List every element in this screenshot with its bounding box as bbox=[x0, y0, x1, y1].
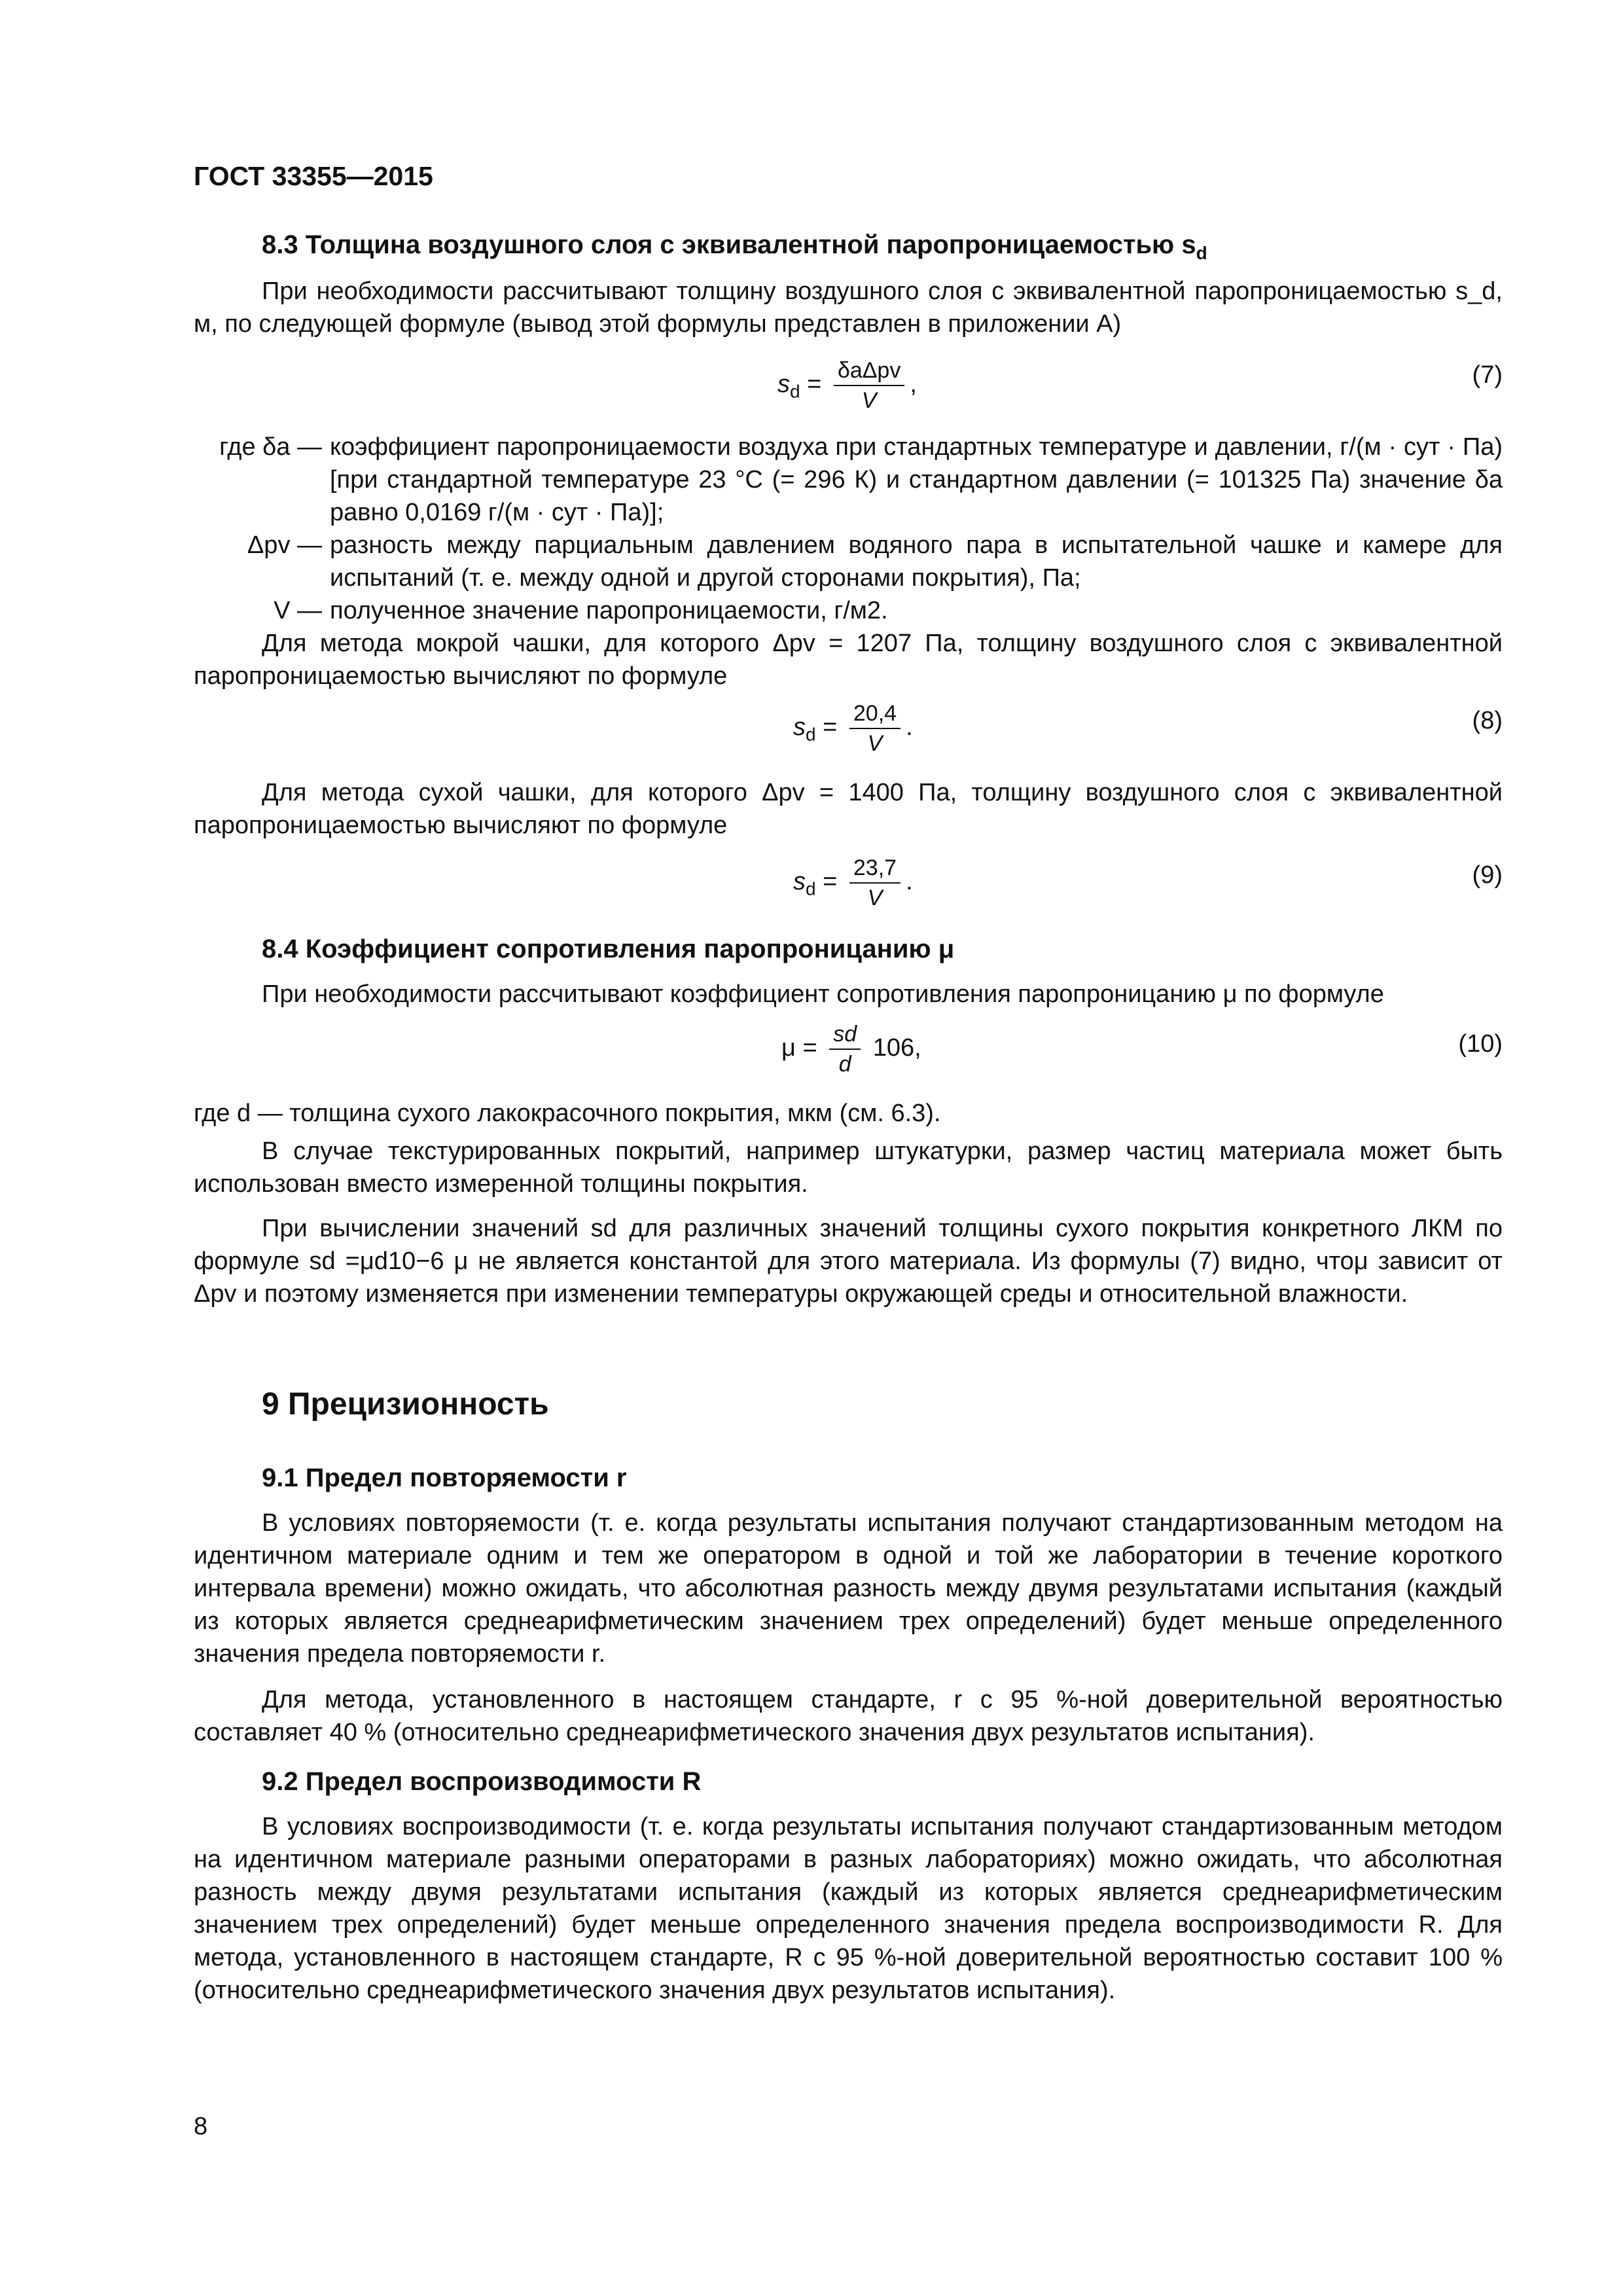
page-number: 8 bbox=[194, 2113, 208, 2140]
equation-9: $s_d$ = $\frac{23,7}{V}$ . bbox=[793, 855, 913, 910]
eq8-tail: . bbox=[906, 713, 913, 742]
eq9-lhs-sub: d bbox=[806, 878, 816, 899]
section-9-1-heading: 9.1 Предел повторяемости r bbox=[262, 1463, 627, 1492]
calculation-note: При вычислении значений sd для различных значений толщины сухого покрытия конкретного ЛКМ по формуле sd =μd10−6 μ не является константой для этого материала. Из формулы (7) видно, чтоμ зависит от Δpv и поэтому изменяется при изменении температуры окружающей среды и относительной влажности. bbox=[194, 1215, 1503, 1308]
definition-row bbox=[194, 594, 1503, 627]
eq10-numerator: sd bbox=[829, 1021, 861, 1050]
eq7-lhs: s bbox=[777, 370, 790, 399]
definition-term: V — bbox=[274, 597, 322, 624]
eq9-lhs: s bbox=[793, 868, 806, 896]
equation-7: $s_d$ = $\frac{\text{δaΔpv}}{V}$ , bbox=[777, 358, 917, 413]
eq9-numerator: 23,7 bbox=[849, 855, 901, 884]
section-9-1-paragraph-2: Для метода, установленного в настоящем стандарте, r с 95 %-ной доверительной вероятностью составляет 40 % (относительно среднеарифметического значения двух результатов испытания). bbox=[194, 1686, 1503, 1746]
section-9-1-paragraph-1: В условиях повторяемости (т. е. когда результаты испытания получают стандартизованным методом на идентичном материале одним и тем же оператором в одной и той же лаборатории в течение короткого интервала времени) можно ожидать, что абсолютная разность между двумя результатами испытания (каждый из которых является среднеарифметическим значением трех определений) будет меньше определенного значения предела повторяемости r. bbox=[194, 1509, 1503, 1668]
document-header: ГОСТ 33355—2015 bbox=[194, 161, 433, 191]
eq7-denominator: V bbox=[861, 388, 877, 413]
eq10-lhs: μ bbox=[781, 1034, 796, 1062]
eq7-fraction bbox=[834, 357, 904, 414]
section-9-2-heading: 9.2 Предел воспроизводимости R bbox=[262, 1767, 702, 1796]
eq7-lhs-sub: d bbox=[790, 381, 800, 402]
section-8-3-intro: При необходимости рассчитывают толщину воздушного слоя с эквивалентной паропроницаемостью s_d, м, по следующей формуле (вывод этой формулы представлен в приложении А) bbox=[194, 278, 1503, 338]
eq7-tail: , bbox=[910, 370, 917, 399]
section-9-2-paragraph-1: В условиях воспроизводимости (т. е. когда результаты испытания получают стандартизованным методом на идентичном материале разными операторами в разных лабораториях) можно ожидать, что абсолютная разность между двумя результатами испытания (каждый из которых является среднеарифметическим значением трех определений) будет меньше определенного значения предела воспроизводимости R. Для метода, установленного в настоящем стандарте, R с 95 %-ной доверительной вероятностью составит 100 % (относительно среднеарифметического значения двух результатов испытания). bbox=[194, 1813, 1503, 2004]
wet-cup-text: Для метода мокрой чашки, для которого Δpv = 1207 Па, толщину воздушного слоя с эквивалентной паропроницаемостью вычисляют по формуле bbox=[194, 630, 1503, 690]
equation-7-number: (7) bbox=[1472, 361, 1503, 389]
section-8-3-heading bbox=[262, 230, 1207, 264]
eq7-numerator: δaΔpv bbox=[834, 357, 904, 386]
dry-cup-text: Для метода сухой чашки, для которого Δpv = 1400 Па, толщину воздушного слоя с эквивалентной паропроницаемостью вычисляют по формуле bbox=[194, 779, 1503, 839]
eq10-fraction bbox=[829, 1021, 861, 1077]
eq9-tail: . bbox=[906, 868, 913, 896]
equation-8: $s_d$ = $\frac{20,4}{V}$ . bbox=[793, 701, 913, 756]
section-9-heading: 9 Прецизионность bbox=[262, 1387, 549, 1422]
equation-10-number: (10) bbox=[1458, 1030, 1503, 1058]
definition-term: где δa — bbox=[219, 433, 322, 461]
eq8-fraction bbox=[849, 700, 901, 757]
section-8-4-intro: При необходимости рассчитывают коэффициент сопротивления паропроницанию μ по формуле bbox=[262, 980, 1384, 1008]
equation-9-number: (9) bbox=[1472, 861, 1503, 889]
eq9-fraction bbox=[849, 855, 901, 911]
definition-d: где d — толщина сухого лакокрасочного покрытия, мкм (см. 6.3). bbox=[194, 1100, 941, 1127]
section-8-4-heading: 8.4 Коэффициент сопротивления паропроницанию μ bbox=[262, 935, 955, 963]
definition-text: разность между парциальным давлением водяного пара в испытательной чашке и камере для испытаний (т. е. между одной и другой сторонами покрытия), Па; bbox=[330, 531, 1503, 592]
section-8-3-title-subscript: d bbox=[1196, 243, 1207, 263]
definition-row bbox=[194, 431, 1503, 529]
equation-8-number: (8) bbox=[1472, 707, 1503, 734]
section-8-3-title: 8.3 Толщина воздушного слоя с эквивалентной паропроницаемостью s bbox=[262, 230, 1196, 259]
eq10-denominator: d bbox=[838, 1052, 851, 1077]
definition-text: коэффициент паропроницаемости воздуха при стандартных температуре и давлении, г/(м · сут · Па) [при стандартной температуре 23 °С (= 296 К) и стандартном давлении (= 101325 Па) значение δa равно 0,0169 г/(м · сут · Па)]; bbox=[330, 433, 1503, 526]
definition-term: Δpv — bbox=[247, 531, 322, 559]
eq9-denominator: V bbox=[867, 886, 883, 910]
definition-text: полученное значение паропроницаемости, г/м2. bbox=[330, 597, 888, 624]
definition-row bbox=[194, 529, 1503, 594]
eq8-denominator: V bbox=[867, 731, 883, 756]
textured-coatings-text: В случае текстурированных покрытий, например штукатурки, размер частиц материала может быть использован вместо измеренной толщины покрытия. bbox=[194, 1138, 1503, 1198]
equation-10: μ = $\frac{sd}{d}$ 106, bbox=[781, 1022, 921, 1077]
eq10-tail: 106, bbox=[872, 1034, 921, 1062]
eq8-numerator: 20,4 bbox=[849, 700, 901, 729]
eq8-lhs-sub: d bbox=[806, 724, 816, 745]
definitions-list bbox=[194, 431, 1503, 627]
eq8-lhs: s bbox=[793, 713, 806, 742]
